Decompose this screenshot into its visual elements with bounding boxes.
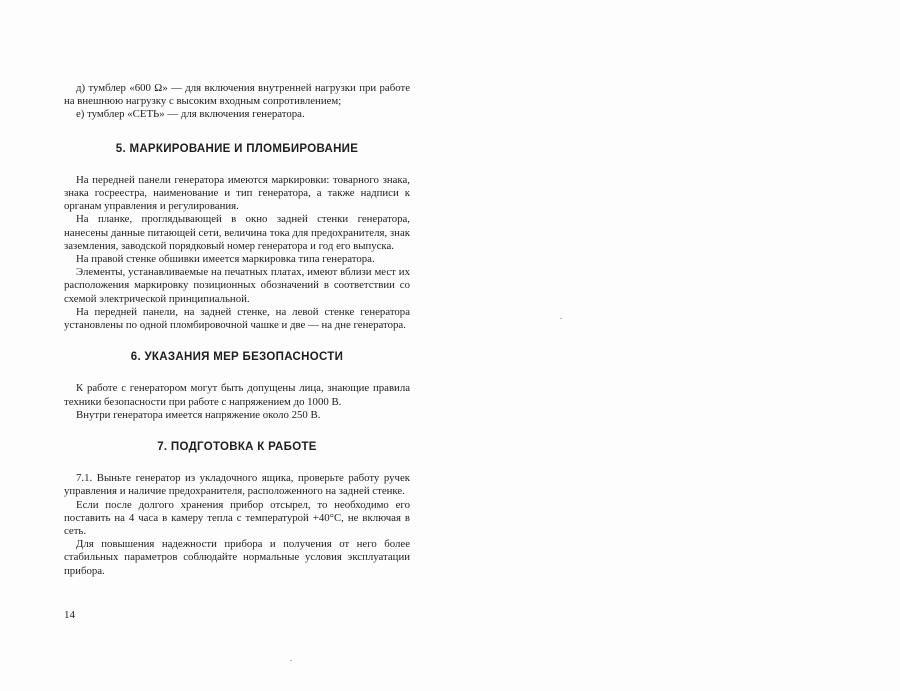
paragraph: 7.1. Выньте генератор из укладочного ящика, проверьте работу ручек управления и наличие предохранителя, расположенного на задней стенке. bbox=[64, 472, 410, 498]
paragraph: Элементы, устанавливаемые на печатных платах, имеют вблизи мест их расположения маркировку позиционных обозначений в соответствии со схемой электрической принципиальной. bbox=[64, 266, 410, 305]
page-number: 14 bbox=[64, 609, 75, 621]
paragraph: Если после долгого хранения прибор отсырел, то необходимо его поставить на 4 часа в камеру тепла с температурой +40°С, не включая в сеть. bbox=[64, 498, 410, 538]
text-column bbox=[64, 82, 410, 578]
paragraph: На планке, проглядывающей в окно задней стенки генератора, нанесены данные питающей сети, величина тока для предохранителя, знак заземления, заводской порядковый номер генератора и год его выпуска. bbox=[64, 213, 410, 252]
paragraph: На передней панели генератора имеются маркировки: товарного знака, знака госреестра, наименование и тип генератора, а также надписи к органам управления и регулирования. bbox=[64, 173, 410, 213]
list-item-d: д) тумблер «600 Ω» — для включения внутренней нагрузки при работе на внешнюю нагрузку с высоким входным сопротивлением; bbox=[64, 82, 410, 108]
scan-speck bbox=[290, 660, 292, 661]
paragraph: На правой стенке обшивки имеется маркировка типа генератора. bbox=[76, 253, 375, 266]
paragraph: Внутри генератора имеется напряжение около 250 В. bbox=[76, 408, 321, 421]
paragraph: На передней панели, на задней стенке, на левой стенке генератора установлены по одной пломбировочной чашке и две — на дне генератора. bbox=[64, 305, 410, 332]
section-heading-5: 5. МАРКИРОВАНИЕ И ПЛОМБИРОВАНИЕ bbox=[115, 142, 359, 155]
scan-speck bbox=[560, 318, 562, 319]
paragraph: Для повышения надежности прибора и получения от него более стабильных параметров соблюдайте нормальные условия эксплуатации прибора. bbox=[64, 538, 410, 577]
list-item-e: е) тумблер «СЕТЬ» — для включения генератора. bbox=[76, 108, 305, 121]
paragraph: К работе с генератором могут быть допущены лица, знающие правила техники безопасности при работе с напряжением до 1000 В. bbox=[64, 382, 410, 408]
section-heading-6: 6. УКАЗАНИЯ МЕР БЕЗОПАСНОСТИ bbox=[130, 351, 344, 364]
section-heading-7: 7. ПОДГОТОВКА К РАБОТЕ bbox=[157, 441, 317, 454]
